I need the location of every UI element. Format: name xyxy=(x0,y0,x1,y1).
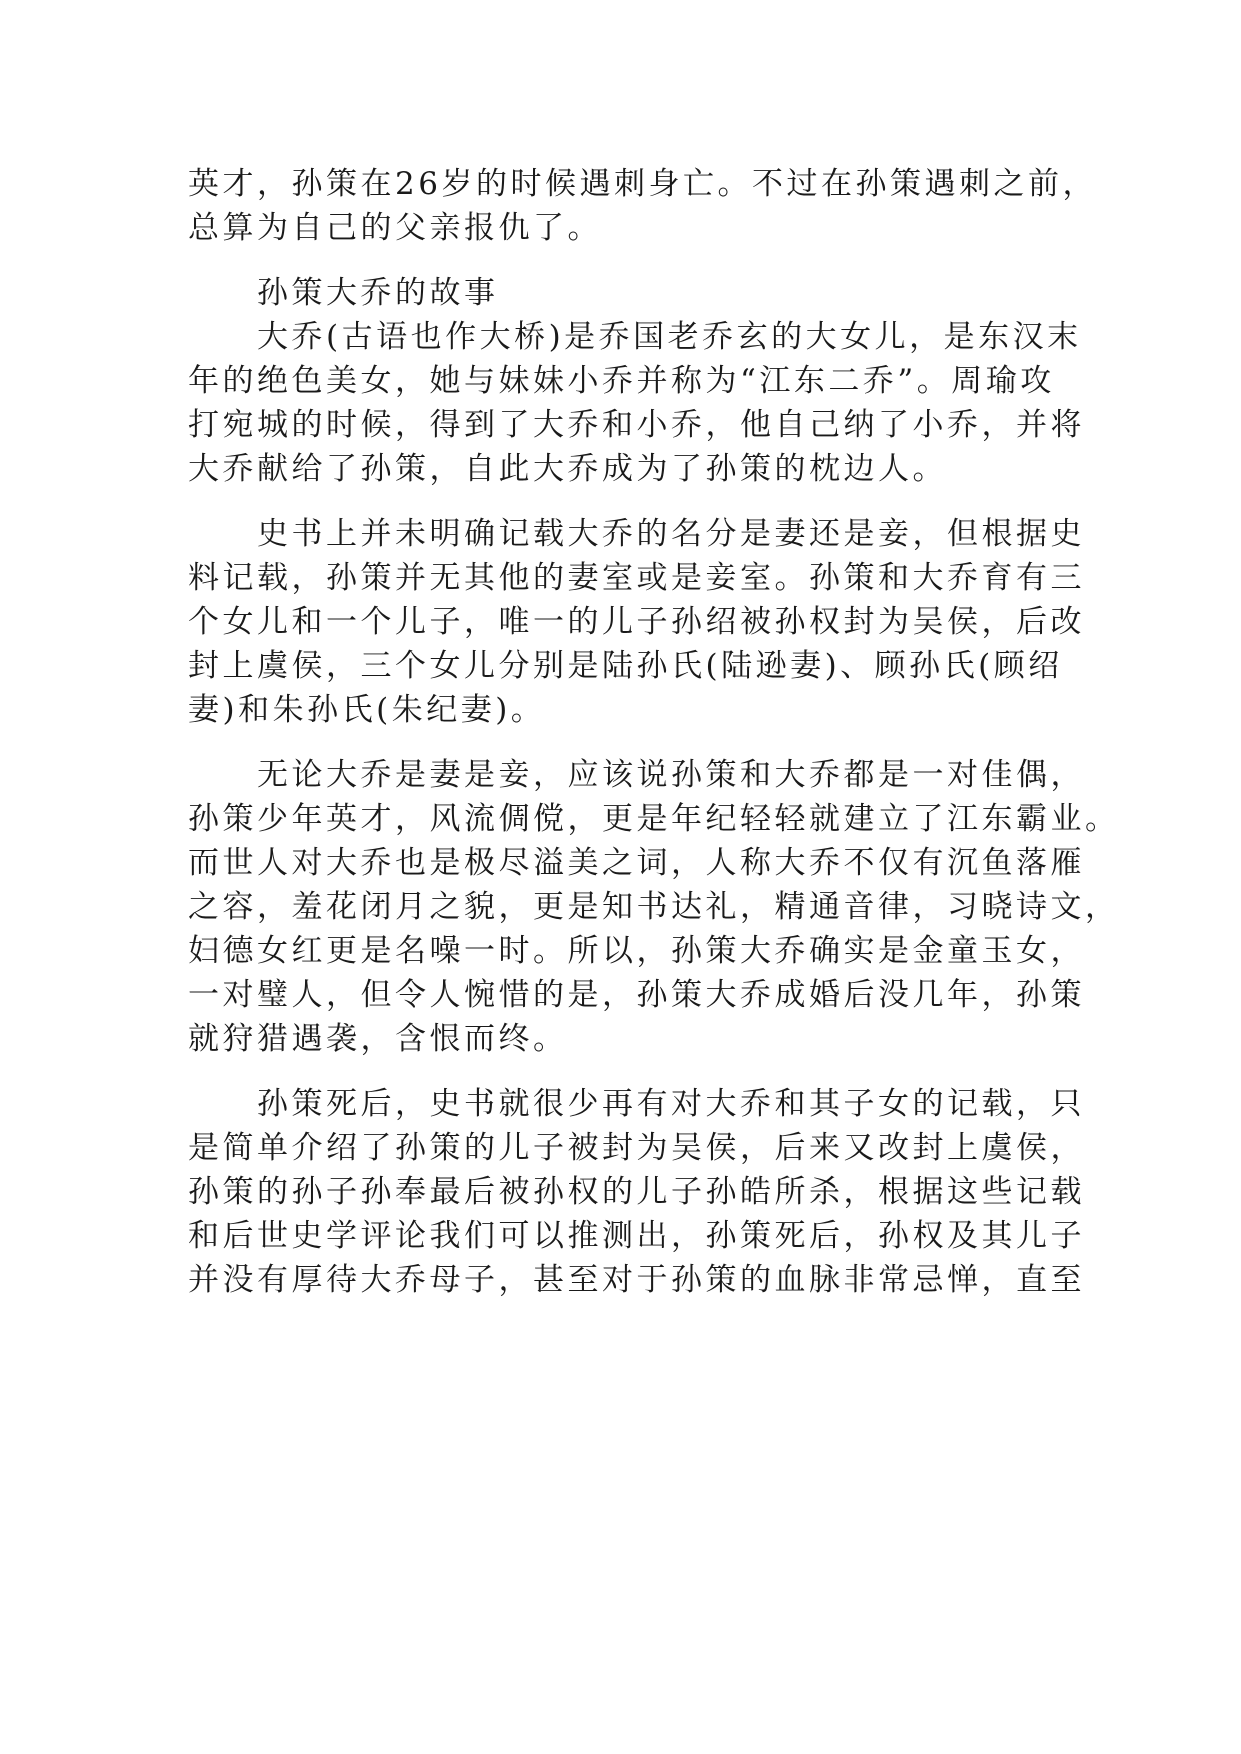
text-line: 英才，孙策在26岁的时候遇刺身亡。不过在孙策遇刺之前， xyxy=(188,166,1097,202)
text-line: 并没有厚待大乔母子，甚至对于孙策的血脉非常忌惮，直至 xyxy=(188,1262,1085,1298)
text-line: 就狩猎遇袭，含恨而终。 xyxy=(188,1021,568,1057)
text-line: 孙策的孙子孙奉最后被孙权的儿子孙皓所杀，根据这些记载 xyxy=(188,1174,1085,1210)
text-line: 大乔献给了孙策，自此大乔成为了孙策的枕边人。 xyxy=(188,451,947,487)
text-line: 和后世史学评论我们可以推测出，孙策死后，孙权及其儿子 xyxy=(188,1218,1085,1254)
text-line: 妻)和朱孙氏(朱纪妻)。 xyxy=(188,692,546,728)
text-line: 打宛城的时候，得到了大乔和小乔，他自己纳了小乔，并将 xyxy=(188,407,1085,443)
text-line: 妇德女红更是名噪一时。所以，孙策大乔确实是金童玉女， xyxy=(188,933,1085,969)
text-line: 料记载，孙策并无其他的妻室或是妾室。孙策和大乔育有三 xyxy=(188,560,1085,596)
text-line: 个女儿和一个儿子，唯一的儿子孙绍被孙权封为吴侯，后改 xyxy=(188,604,1085,640)
body-text xyxy=(188,162,1120,1302)
text-line: 封上虞侯，三个女儿分别是陆孙氏(陆逊妻)、顾孙氏(顾绍 xyxy=(188,648,1063,684)
text-line: 年的绝色美女，她与妹妹小乔并称为“江东二乔”。周瑜攻 xyxy=(188,363,1055,399)
text-line: 是简单介绍了孙策的儿子被封为吴侯，后来又改封上虞侯， xyxy=(188,1130,1085,1166)
text-line: 一对璧人，但令人惋惜的是，孙策大乔成婚后没几年，孙策 xyxy=(188,977,1085,1013)
text-line: 总算为自己的父亲报仇了。 xyxy=(188,210,602,246)
section-heading: 孙策大乔的故事 xyxy=(188,275,499,311)
text-line: 而世人对大乔也是极尽溢美之词，人称大乔不仅有沉鱼落雁 xyxy=(188,845,1085,881)
text-line: 孙策死后，史书就很少再有对大乔和其子女的记载，只 xyxy=(188,1086,1085,1122)
text-line: 无论大乔是妻是妾，应该说孙策和大乔都是一对佳偶， xyxy=(188,757,1085,793)
text-line: 之容，羞花闭月之貌，更是知书达礼，精通音律，习晓诗文， xyxy=(188,889,1120,925)
text-line: 大乔(古语也作大桥)是乔国老乔玄的大女儿，是东汉末 xyxy=(188,319,1082,355)
text-line: 孙策少年英才，风流倜傥，更是年纪轻轻就建立了江东霸业。 xyxy=(188,801,1120,837)
text-line: 史书上并未明确记载大乔的名分是妻还是妾，但根据史 xyxy=(188,516,1085,552)
